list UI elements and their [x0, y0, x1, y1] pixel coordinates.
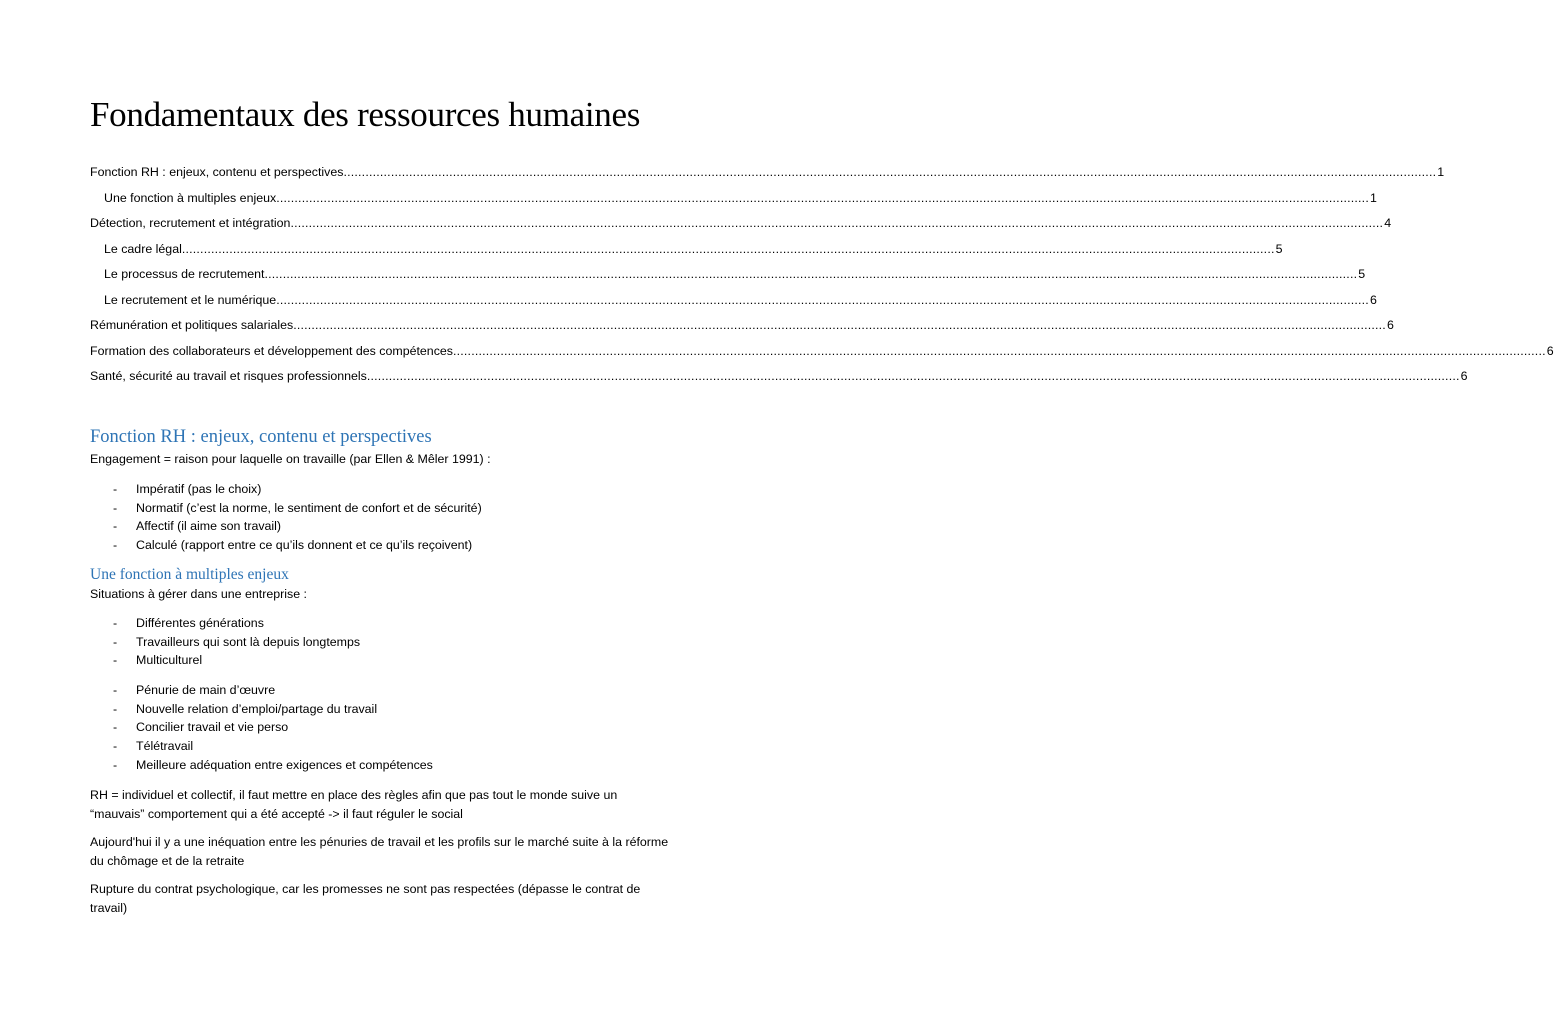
list-item-text: Pénurie de main d’œuvre: [136, 683, 276, 697]
toc-page-number: 4: [1384, 216, 1392, 230]
toc-entry-label: Rémunération et politiques salariales: [90, 318, 294, 332]
list-item-text: Différentes générations: [136, 616, 264, 630]
list-item: [90, 681, 433, 700]
toc-entry-label: Formation des collaborateurs et développement des compétences: [90, 343, 453, 358]
section-intro: Engagement = raison pour laquelle on travaille (par Ellen & Mêler 1991) :: [90, 452, 491, 466]
toc-dot-leader: ............................................................................................................................................................................................................................................................................................................: [181, 241, 1275, 256]
list-item: [90, 499, 482, 518]
body-paragraph: Aujourd'hui il y a une inéquation entre les pénuries de travail et les profils sur le marché suite à la réforme du chômage et de la retraite: [90, 835, 669, 868]
dash-bullet: -: [113, 538, 118, 553]
toc-entry[interactable]: [90, 341, 1554, 367]
toc-page-number: 1: [1437, 165, 1445, 179]
dash-bullet: -: [113, 653, 118, 668]
body-paragraph: Rupture du contrat psychologique, car les promesses ne sont pas respectées (dépasse le contrat de travail): [90, 882, 641, 915]
toc-page-number: 6: [1546, 343, 1554, 358]
toc-page-number: 6: [1369, 292, 1377, 307]
list-item-text: Meilleure adéquation entre exigences et compétences: [136, 757, 433, 772]
toc-page-number: 1: [1369, 190, 1377, 205]
toc-entry-label: Santé, sécurité au travail et risques professionnels: [90, 369, 367, 383]
toc-dot-leader: ............................................................................................................................................................................................................................................................................................................: [276, 190, 1369, 205]
list-item: [90, 614, 360, 633]
challenges-list: [90, 681, 433, 774]
list-item-text: Nouvelle relation d’emploi/partage du travail: [136, 701, 378, 716]
list-item-text: Normatif (c’est la norme, le sentiment de confort et de sécurité): [136, 500, 482, 515]
dash-bullet: -: [113, 739, 118, 754]
dash-bullet: -: [113, 482, 118, 496]
table-of-contents: [90, 162, 1554, 392]
section-heading: Fonction RH : enjeux, contenu et perspectives: [90, 427, 432, 447]
toc-page-number: 5: [1275, 241, 1283, 256]
toc-entry-label: Fonction RH : enjeux, contenu et perspectives: [90, 165, 344, 179]
dash-bullet: -: [113, 519, 118, 534]
list-item-text: Travailleurs qui sont là depuis longtemps: [136, 634, 361, 649]
toc-dot-leader: ............................................................................................................................................................................................................................................................................................................: [366, 369, 1460, 383]
dash-bullet: -: [113, 616, 118, 630]
toc-dot-leader: ............................................................................................................................................................................................................................................................................................................: [290, 216, 1384, 230]
toc-dot-leader: ............................................................................................................................................................................................................................................................................................................: [452, 343, 1546, 358]
toc-dot-leader: ............................................................................................................................................................................................................................................................................................................: [343, 165, 1437, 179]
toc-entry[interactable]: [90, 290, 1377, 316]
toc-entry[interactable]: [90, 162, 1445, 188]
toc-page-number: 6: [1386, 318, 1394, 332]
list-item: [90, 517, 482, 536]
list-item-text: Télétravail: [136, 739, 194, 754]
body-paragraph: RH = individuel et collectif, il faut mettre en place des règles afin que pas tout le monde suive un “mauvais” comportement qui a été accepté -> il faut réguler le social: [90, 788, 618, 821]
toc-dot-leader: ............................................................................................................................................................................................................................................................................................................: [276, 292, 1369, 307]
list-item: [90, 480, 482, 499]
toc-entry-label: Une fonction à multiples enjeux: [104, 190, 277, 205]
list-item: [90, 536, 482, 555]
toc-entry-label: Le cadre légal: [104, 241, 182, 256]
toc-entry[interactable]: [90, 239, 1283, 265]
toc-dot-leader: ............................................................................................................................................................................................................................................................................................................: [264, 267, 1358, 281]
situations-list: [90, 614, 360, 670]
document-title: Fondamentaux des ressources humaines: [90, 95, 641, 134]
toc-entry[interactable]: [90, 315, 1394, 341]
toc-dot-leader: ............................................................................................................................................................................................................................................................................................................: [293, 318, 1386, 332]
toc-entry[interactable]: [90, 366, 1468, 392]
subsection-intro: Situations à gérer dans une entreprise :: [90, 587, 307, 601]
dash-bullet: -: [113, 757, 118, 772]
dash-bullet: -: [113, 720, 118, 735]
list-item: [90, 633, 360, 652]
toc-entry-label: Le recrutement et le numérique: [104, 292, 277, 307]
list-item-text: Impératif (pas le choix): [136, 482, 262, 496]
subsection-heading: Une fonction à multiples enjeux: [90, 566, 289, 583]
dash-bullet: -: [113, 500, 118, 515]
dash-bullet: -: [113, 683, 118, 697]
toc-entry-label: Le processus de recrutement: [104, 267, 265, 281]
toc-entry[interactable]: [90, 213, 1392, 239]
list-item-text: Affectif (il aime son travail): [136, 519, 282, 534]
list-item: [90, 737, 433, 756]
dash-bullet: -: [113, 701, 118, 716]
list-item: [90, 700, 433, 719]
engagement-list: [90, 480, 482, 555]
list-item: [90, 756, 433, 775]
list-item: [90, 718, 433, 737]
toc-entry[interactable]: [90, 188, 1377, 214]
list-item-text: Multiculturel: [136, 653, 203, 668]
toc-page-number: 5: [1358, 267, 1366, 281]
toc-entry[interactable]: [90, 264, 1366, 290]
dash-bullet: -: [113, 634, 118, 649]
list-item-text: Concilier travail et vie perso: [136, 720, 289, 735]
toc-entry-label: Détection, recrutement et intégration: [90, 216, 291, 230]
list-item: [90, 651, 360, 670]
toc-page-number: 6: [1460, 369, 1468, 383]
list-item-text: Calculé (rapport entre ce qu’ils donnent et ce qu’ils reçoivent): [136, 538, 473, 553]
